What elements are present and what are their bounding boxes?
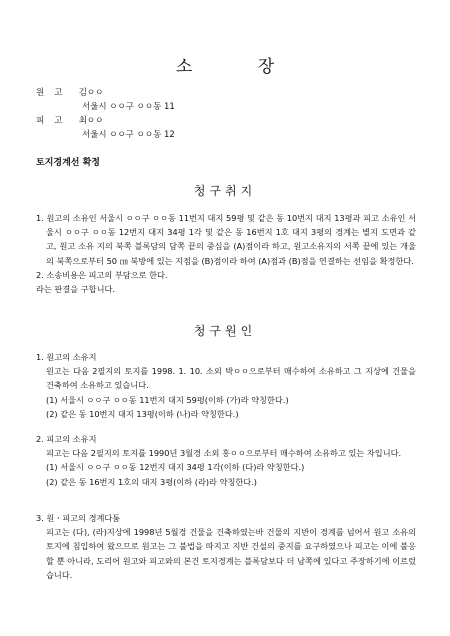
claims-heading: 청구취지: [193, 184, 257, 198]
grounds-s3-body: 피고는 (다), (라)지상에 1998년 5월경 건물을 건축하였는바 건물의 지반이 경계를 넘어서 원고 소유의 토지에 침입하여 왔으므로 원고는 그 불법을 따지고 지반 건설의 중지를 요구하였으나 피고는 이에 불응할 뿐 아니라, 도리어 원고와 피고와의 본건 토지경계는 블록담보다 더 남쪽에 있다고 주장하기에 이르렀습니다.: [46, 527, 416, 580]
defendant-address: 서울시 ㅇㅇ구 ㅇㅇ동 12: [82, 130, 175, 140]
case-name: 토지경계선 확정: [36, 158, 100, 168]
grounds-s1-body: 원고는 다음 2필지의 토지를 1998. 1. 10. 소외 박ㅇㅇ으로부터 매수하여 소유하고 그 지상에 건물을 건축하여 소유하고 있습니다.: [46, 366, 416, 391]
grounds-s2-body: 피고는 다음 2필지의 토지를 1990년 3월경 소외 홍ㅇㅇ으로부터 매수하여 소유하고 있는 자입니다.: [46, 448, 402, 459]
claims-body: [36, 211, 416, 296]
claim-item-1: 1. 원고의 소유인 서울시 ㅇㅇ구 ㅇㅇ동 11번지 대지 59평 및 같은 동 10번지 대지 13평과 피고 소유인 서울시 ㅇㅇ구 ㅇㅇ동 12번지 대지 34평 1각 및 같은 동 16번지 1호 대지 3평의 경계는 별지 도면과 같고, 원고 소유 지의 북쪽 블록담의 담쪽 끝의 중심을 (A)점이라 하고, 원고소유지의 서쪽 끝에 있는 개울의 북쪽으로부터 50 ㎝ 북방에 있는 지점을 (B)점이라 하여 (A)점과 (B)점을 연결하는 선임을 확정한다.: [36, 213, 416, 266]
document-title: 소 장: [175, 57, 305, 77]
grounds-heading: 청구원인: [193, 324, 257, 338]
grounds-s1-item-a: (1) 서울시 ㅇㅇ구 ㅇㅇ동 11번지 대지 59평(이하 (가)라 약칭한다.): [46, 394, 289, 405]
claim-item-2: 2. 소송비용은 피고의 부담으로 한다.: [36, 269, 168, 280]
grounds-section-1: [36, 350, 416, 421]
plaintiff-role: 원고: [36, 88, 73, 98]
grounds-s3-title: 3. 원ㆍ피고의 경계다툼: [36, 513, 121, 523]
plaintiff-block: [36, 86, 175, 114]
grounds-s2-item-a: (1) 서울시 ㅇㅇ구 ㅇㅇ동 12번지 대지 34평 1각(이하 (다)라 약칭한다.): [46, 462, 305, 473]
grounds-s1-title: 1. 원고의 소유지: [36, 352, 97, 362]
grounds-s2-item-b: (2) 같은 동 16번지 1호의 대지 3평(이하 (라)라 약칭한다.): [46, 476, 257, 487]
grounds-s2-title: 2. 피고의 소유지: [36, 434, 97, 444]
plaintiff-address: 서울시 ㅇㅇ구 ㅇㅇ동 11: [82, 102, 175, 112]
grounds-section-3: [36, 511, 416, 582]
claims-closing: 라는 판결을 구합니다.: [36, 284, 115, 295]
defendant-block: [36, 114, 175, 142]
defendant-role: 피고: [36, 116, 73, 126]
plaintiff-name: 김ㅇㅇ: [78, 88, 104, 98]
defendant-name: 최ㅇㅇ: [78, 116, 104, 126]
grounds-s1-item-b: (2) 같은 동 10번지 대지 13평(이하 (나)라 약칭한다.): [46, 408, 239, 419]
grounds-section-2: [36, 432, 416, 489]
